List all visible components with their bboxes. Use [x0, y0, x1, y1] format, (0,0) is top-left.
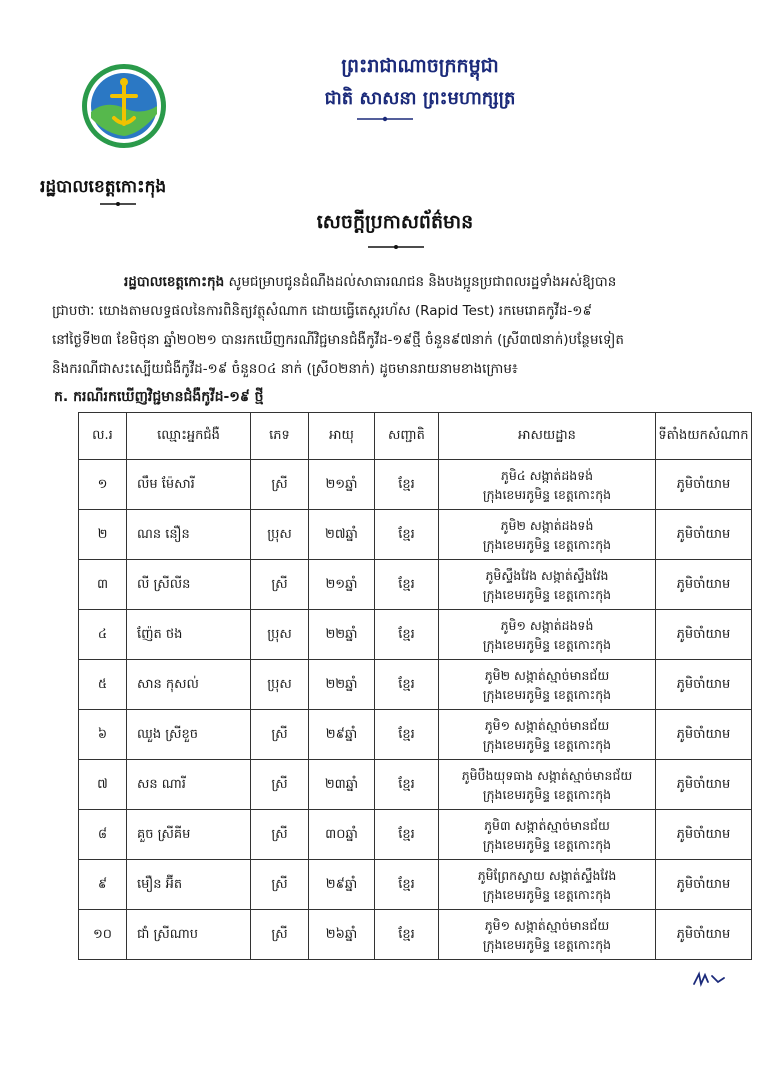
table-row	[79, 910, 752, 960]
sample-site: ភូមិចាំយាម	[656, 660, 752, 710]
patient-age: ២៦ឆ្នាំ	[309, 910, 375, 960]
patient-sex: ស្រី	[251, 460, 309, 510]
address-line-2: ក្រុងខេមរភូមិន្ទ ខេត្តកោះកុង	[482, 736, 612, 752]
patient-nationality: ខ្មែរ	[375, 910, 439, 960]
address-line-1: ភូមិ២ សង្កាត់ស្មាច់មានជ័យ	[484, 667, 610, 683]
sample-site: ភូមិចាំយាម	[656, 510, 752, 560]
patient-age: ២៩ឆ្នាំ	[309, 710, 375, 760]
paragraph-lead: រដ្ឋបាលខេត្តកោះកុង	[124, 274, 225, 290]
patient-age: ២១ឆ្នាំ	[309, 560, 375, 610]
sample-site: ភូមិចាំយាម	[656, 760, 752, 810]
announcement-paragraph	[52, 268, 742, 384]
table-row	[79, 610, 752, 660]
patient-nationality: ខ្មែរ	[375, 760, 439, 810]
section-heading: ក. ករណីរកឃើញវិជ្ជមានជំងឺកូវីដ-១៩ ថ្មី	[54, 389, 264, 405]
patient-sex: ស្រី	[251, 710, 309, 760]
sample-site: ភូមិចាំយាម	[656, 560, 752, 610]
address-line-1: ភូមិ២ សង្កាត់ដងទង់	[500, 517, 594, 533]
patient-sex: ស្រី	[251, 560, 309, 610]
sample-site: ភូមិចាំយាម	[656, 810, 752, 860]
col-header-sex: ភេទ	[251, 413, 309, 460]
table-body	[79, 460, 752, 960]
patient-sex: ស្រី	[251, 910, 309, 960]
patient-address	[439, 560, 656, 610]
authority-ornament-divider	[98, 199, 138, 209]
patient-nationality: ខ្មែរ	[375, 560, 439, 610]
patient-name: ឈួង ស្រីខួច	[127, 710, 251, 760]
paragraph-line-2: ជ្រាបថាៈ យោងតាមលទ្ធផលនៃការពិនិត្យវត្ថុសំណាក ដោយធ្វើតេស្តរហ័ស (Rapid Test) រកមេរោគកូវីដ-១៩	[52, 303, 593, 319]
address-line-1: ភូមិស្ទឹងវែង សង្កាត់ស្ទឹងវែង	[485, 567, 609, 583]
col-header-nationality: សញ្ជាតិ	[375, 413, 439, 460]
patient-name: លី ស្រីលីន	[127, 560, 251, 610]
patient-sex: ប្រុស	[251, 610, 309, 660]
address-line-2: ក្រុងខេមរភូមិន្ទ ខេត្តកោះកុង	[482, 486, 612, 502]
patient-address	[439, 710, 656, 760]
col-header-address: អាសយដ្ឋាន	[439, 413, 656, 460]
table-row	[79, 710, 752, 760]
address-line-2: ក្រុងខេមរភូមិន្ទ ខេត្តកោះកុង	[482, 786, 612, 802]
national-motto-line1: ព្រះរាជាណាចក្រកម្ពុជា	[341, 55, 499, 77]
address-line-1: ភូមិ១ សង្កាត់ស្មាច់មានជ័យ	[484, 917, 610, 933]
paragraph-line-1-text: សូមជម្រាបជូនដំណឹងដល់សាធារណជន និងបងប្អូនប្រជាពលរដ្ឋទាំងអស់ឱ្យបាន	[224, 274, 617, 290]
patient-name: ណន នឿន	[127, 510, 251, 560]
row-number: ២	[79, 510, 127, 560]
patient-nationality: ខ្មែរ	[375, 610, 439, 660]
patient-address	[439, 510, 656, 560]
signature-initial	[690, 966, 730, 992]
patient-address	[439, 760, 656, 810]
col-header-sample-site: ទីតាំងយកសំណាក	[656, 413, 752, 460]
table-header-row	[79, 413, 752, 460]
address-line-1: ភូមិ៣ សង្កាត់ស្មាច់មានជ័យ	[484, 817, 610, 833]
patient-address	[439, 860, 656, 910]
address-line-2: ក្រុងខេមរភូមិន្ទ ខេត្តកោះកុង	[482, 686, 612, 702]
sample-site: ភូមិចាំយាម	[656, 710, 752, 760]
page-title: សេចក្តីប្រកាសព័ត៌មាន	[316, 211, 474, 233]
address-line-2: ក្រុងខេមរភូមិន្ទ ខេត្តកោះកុង	[482, 586, 612, 602]
paragraph-line-4: និងករណីជាសះស្បើយជំងឺកូវីដ-១៩ ចំនួន០៤ នាក់ (ស្រី០២នាក់) ដូចមានរាយនាមខាងក្រោម៖	[52, 361, 518, 377]
patient-address	[439, 810, 656, 860]
sample-site: ភូមិចាំយាម	[656, 860, 752, 910]
patient-address	[439, 910, 656, 960]
patient-address	[439, 660, 656, 710]
row-number: ៥	[79, 660, 127, 710]
row-number: ៣	[79, 560, 127, 610]
patient-nationality: ខ្មែរ	[375, 510, 439, 560]
patient-age: ២៧ឆ្នាំ	[309, 510, 375, 560]
address-line-2: ក្រុងខេមរភូមិន្ទ ខេត្តកោះកុង	[482, 536, 612, 552]
patient-age: ២៩ឆ្នាំ	[309, 860, 375, 910]
row-number: ៩	[79, 860, 127, 910]
national-motto-line2: ជាតិ សាសនា ព្រះមហាក្សត្រ	[324, 88, 516, 109]
sample-site: ភូមិចាំយាម	[656, 460, 752, 510]
patient-age: ២២ឆ្នាំ	[309, 660, 375, 710]
col-header-name: ឈ្មោះអ្នកជំងឺ	[127, 413, 251, 460]
patient-age: ៣០ឆ្នាំ	[309, 810, 375, 860]
sample-site: ភូមិចាំយាម	[656, 910, 752, 960]
row-number: ១	[79, 460, 127, 510]
table-row	[79, 510, 752, 560]
paragraph-line-1	[52, 268, 742, 297]
patient-name: ជាំ ស្រីណាប	[127, 910, 251, 960]
table-row	[79, 660, 752, 710]
address-line-2: ក្រុងខេមរភូមិន្ទ ខេត្តកោះកុង	[482, 836, 612, 852]
row-number: ៤	[79, 610, 127, 660]
provincial-emblem-icon	[80, 62, 168, 150]
patient-name: សាន កុសល់	[127, 660, 251, 710]
patient-name: មឿន អ៊ីត	[127, 860, 251, 910]
patient-nationality: ខ្មែរ	[375, 710, 439, 760]
patient-address	[439, 460, 656, 510]
paragraph-line-3: នៅថ្ងៃទី២៣ ខែមិថុនា ឆ្នាំ២០២១ បានរកឃើញករណីវិជ្ជមានជំងឺកូវីដ-១៩ថ្មី ចំនួន៩៧នាក់ (ស្រី៣៧នាក់)បន្ថែមទៀត	[52, 332, 624, 348]
patient-name: ញ៉ែត ថង	[127, 610, 251, 660]
address-line-1: ភូមិបឹងយុទធាង សង្កាត់ស្មាច់មានជ័យ	[461, 767, 633, 783]
patient-name: គួច ស្រីគីម	[127, 810, 251, 860]
patient-sex: ប្រុស	[251, 660, 309, 710]
patient-sex: ស្រី	[251, 760, 309, 810]
address-line-2: ក្រុងខេមរភូមិន្ទ ខេត្តកោះកុង	[482, 886, 612, 902]
patient-age: ២៣ឆ្នាំ	[309, 760, 375, 810]
patient-address	[439, 610, 656, 660]
issuing-authority: រដ្ឋបាលខេត្តកោះកុង	[40, 177, 167, 197]
table-row	[79, 860, 752, 910]
patient-nationality: ខ្មែរ	[375, 660, 439, 710]
table-row	[79, 810, 752, 860]
row-number: ៦	[79, 710, 127, 760]
patient-sex: ស្រី	[251, 860, 309, 910]
patient-sex: ស្រី	[251, 810, 309, 860]
address-line-1: ភូមិ១ សង្កាត់ស្មាច់មានជ័យ	[484, 717, 610, 733]
patient-age: ២២ឆ្នាំ	[309, 610, 375, 660]
address-line-2: ក្រុងខេមរភូមិន្ទ ខេត្តកោះកុង	[482, 936, 612, 952]
address-line-1: ភូមិព្រែកស្វាយ សង្កាត់ស្ទឹងវែង	[477, 867, 617, 883]
patient-age: ២១ឆ្នាំ	[309, 460, 375, 510]
col-header-number: ល.រ	[79, 413, 127, 460]
patient-nationality: ខ្មែរ	[375, 460, 439, 510]
table-row	[79, 460, 752, 510]
table-row	[79, 560, 752, 610]
address-line-2: ក្រុងខេមរភូមិន្ទ ខេត្តកោះកុង	[482, 636, 612, 652]
row-number: ១០	[79, 910, 127, 960]
title-ornament-divider	[366, 242, 426, 252]
row-number: ៧	[79, 760, 127, 810]
row-number: ៨	[79, 810, 127, 860]
patient-sex: ប្រុស	[251, 510, 309, 560]
col-header-age: អាយុ	[309, 413, 375, 460]
motto-ornament-divider	[355, 114, 415, 124]
patient-name: សន ណារី	[127, 760, 251, 810]
patient-name: លឹម ម៉ែសារី	[127, 460, 251, 510]
address-line-1: ភូមិ៤ សង្កាត់ដងទង់	[500, 467, 594, 483]
address-line-1: ភូមិ១ សង្កាត់ដងទង់	[500, 617, 594, 633]
patient-nationality: ខ្មែរ	[375, 810, 439, 860]
cases-table	[78, 412, 752, 960]
patient-nationality: ខ្មែរ	[375, 860, 439, 910]
table-row	[79, 760, 752, 810]
sample-site: ភូមិចាំយាម	[656, 610, 752, 660]
